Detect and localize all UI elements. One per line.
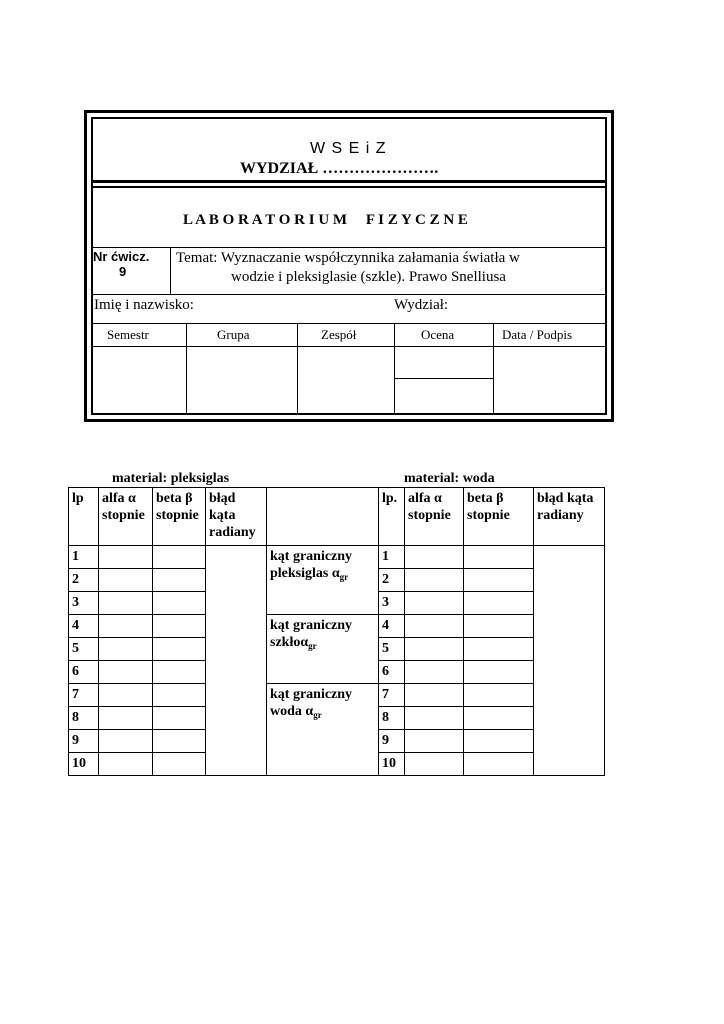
topic-line-2: wodzie i pleksiglasie (szkle). Prawo Snelliusa [231,269,506,285]
exercise-number: 9 [119,264,127,279]
cell-beta[interactable] [153,661,206,684]
cell-beta-right[interactable] [464,730,534,753]
cell-alfa[interactable] [99,753,153,776]
separator-top [91,180,607,183]
cell-beta[interactable] [153,753,206,776]
row-number-right: 8 [379,707,405,730]
cell-alfa[interactable] [99,569,153,592]
row-number-right: 9 [379,730,405,753]
column-semestr: Semestr [107,327,149,342]
cell-beta-right[interactable] [464,546,534,569]
row-number-right: 6 [379,661,405,684]
ocena-split [394,378,493,379]
topic-line-1: Temat: Wyznaczanie współczynnika załamania światła w [176,250,520,266]
row-number: 9 [69,730,99,753]
cell-beta-right[interactable] [464,753,534,776]
cell-beta[interactable] [153,546,206,569]
institution-title: W S E i Z [310,140,387,157]
cell-alfa[interactable] [99,592,153,615]
critical-angle-pleksiglas: kąt graniczny pleksiglas $\alpha_{gr}$ [267,546,379,615]
cell-alfa[interactable] [99,546,153,569]
cell-beta-right[interactable] [464,684,534,707]
divider [91,323,607,324]
row-number-right: 2 [379,569,405,592]
column-grupa: Grupa [217,327,250,342]
cell-alfa-right[interactable] [405,592,464,615]
cell-alfa-right[interactable] [405,615,464,638]
divider [394,323,395,413]
faculty-line: WYDZIAŁ …………………. [240,160,439,177]
header-critical-blank [267,488,379,546]
cell-beta-right[interactable] [464,638,534,661]
cell-alfa-right[interactable] [405,684,464,707]
row-number: 7 [69,684,99,707]
row-number: 3 [69,592,99,615]
cell-beta[interactable] [153,684,206,707]
cell-alfa[interactable] [99,638,153,661]
exercise-label: Nr ćwicz. [93,249,150,264]
cell-alfa[interactable] [99,730,153,753]
cell-beta-right[interactable] [464,592,534,615]
divider [91,294,607,295]
cell-alfa-right[interactable] [405,546,464,569]
row-number-right: 7 [379,684,405,707]
row-number: 4 [69,615,99,638]
cell-beta-right[interactable] [464,707,534,730]
critical-angle-szklo: kąt graniczny szkłoα$_{gr}$ [267,615,379,684]
cell-beta[interactable] [153,638,206,661]
name-label: Imię i nazwisko: [94,297,194,313]
cell-beta[interactable] [153,707,206,730]
critical-angle-woda: kąt graniczny woda $\alpha_{gr}$ [267,684,379,776]
header-lp-right: lp. [379,488,405,546]
cell-beta[interactable] [153,730,206,753]
cell-beta[interactable] [153,569,206,592]
cell-beta[interactable] [153,592,206,615]
row-number: 6 [69,661,99,684]
material-left-label: material: pleksiglas [112,471,230,486]
cell-beta[interactable] [153,615,206,638]
row-number: 2 [69,569,99,592]
divider [91,247,607,248]
row-number-right: 5 [379,638,405,661]
row-number-right: 4 [379,615,405,638]
row-number-right: 1 [379,546,405,569]
header-alfa: alfa α stopnie [99,488,153,546]
column-data-podpis: Data / Podpis [502,327,573,342]
cell-beta-right[interactable] [464,569,534,592]
cell-alfa-right[interactable] [405,661,464,684]
cell-beta-right[interactable] [464,661,534,684]
column-zespol: Zespół [321,327,357,342]
cell-beta-right[interactable] [464,615,534,638]
cell-error-right-merged[interactable] [534,546,605,776]
cell-alfa[interactable] [99,661,153,684]
header-error: błąd kąta radiany [206,488,267,546]
material-right-label: material: woda [404,471,495,486]
divider [186,323,187,413]
faculty-label: Wydział: [394,297,449,313]
header-alfa-right: alfa α stopnie [405,488,464,546]
divider [297,323,298,413]
header-lp: lp [69,488,99,546]
cell-alfa-right[interactable] [405,707,464,730]
column-ocena: Ocena [421,327,455,342]
divider [170,247,171,295]
divider [91,346,607,347]
header-beta: beta β stopnie [153,488,206,546]
cell-alfa[interactable] [99,615,153,638]
header-row [69,488,605,546]
row-number-right: 10 [379,753,405,776]
cell-alfa-right[interactable] [405,638,464,661]
cell-error-merged[interactable] [206,546,267,776]
header-error-right: błąd kąta radiany [534,488,605,546]
cell-alfa-right[interactable] [405,730,464,753]
divider [493,323,494,413]
cell-alfa-right[interactable] [405,569,464,592]
measurement-table [68,487,605,776]
row-number-right: 3 [379,592,405,615]
table-row [69,615,605,638]
table-row [69,684,605,707]
cell-alfa-right[interactable] [405,753,464,776]
row-number: 10 [69,753,99,776]
header-beta-right: beta β stopnie [464,488,534,546]
cell-alfa[interactable] [99,684,153,707]
separator-bottom [91,186,607,188]
row-number: 5 [69,638,99,661]
table-row [69,546,605,569]
lab-title: L A B O R A T O R I U M F I Z Y C Z N E [183,212,468,228]
row-number: 1 [69,546,99,569]
cell-alfa[interactable] [99,707,153,730]
row-number: 8 [69,707,99,730]
